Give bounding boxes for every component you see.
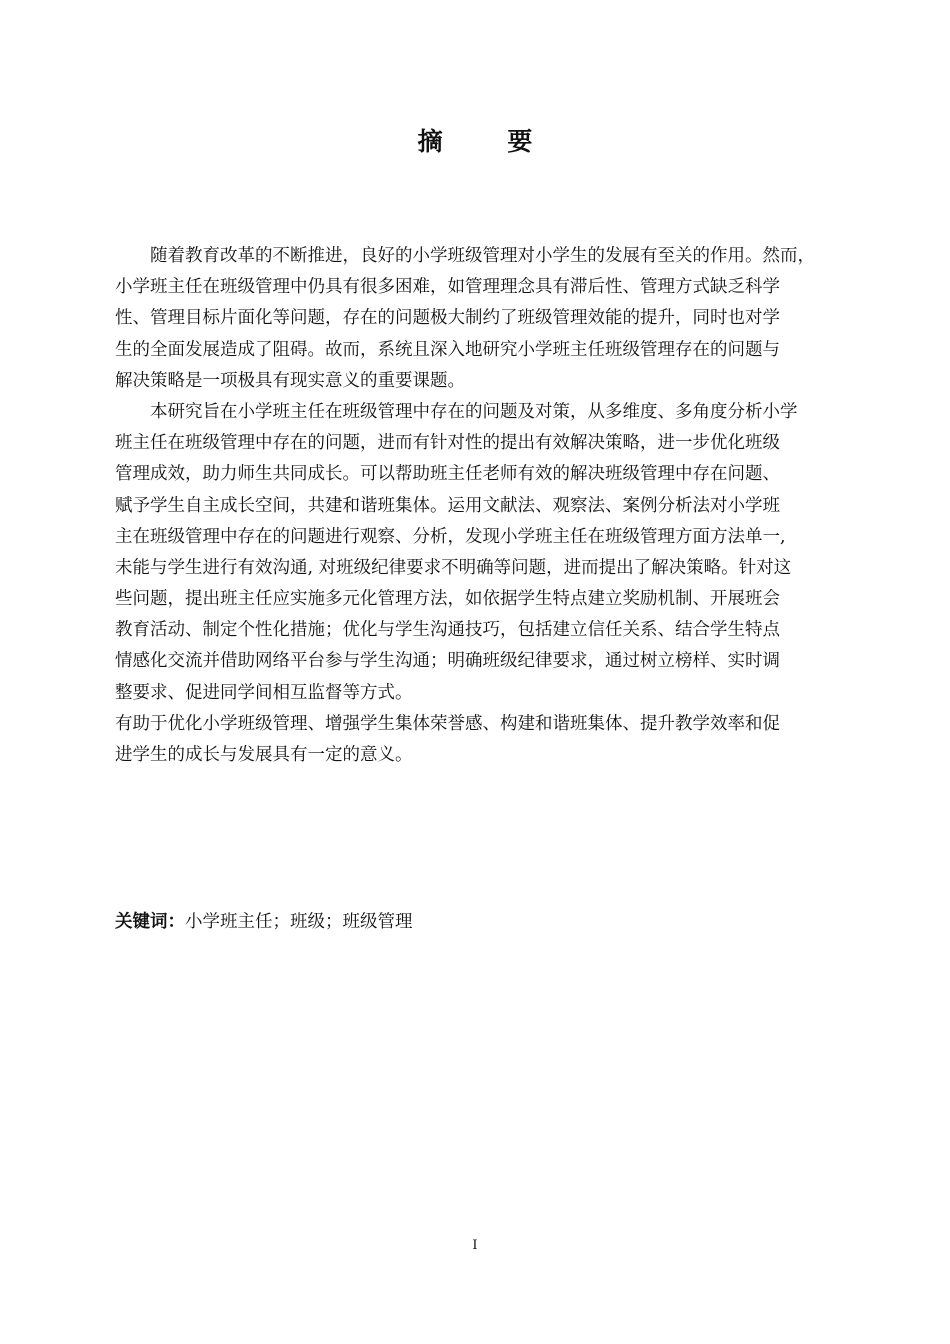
abstract-body (115, 241, 863, 771)
paragraph-line: 有助于优化小学班级管理、增强学生集体荣誉感、构建和谐班集体、提升教学效率和促 (115, 713, 780, 734)
paragraph-line: 主在班级管理中存在的问题进行观察、分析，发现小学班主任在班级管理方面方法单一, (115, 526, 786, 547)
keywords-value: 小学班主任；班级；班级管理 (185, 912, 413, 932)
page-number: I (472, 1238, 478, 1253)
paragraph-line: 进学生的成长与发展具有一定的意义。 (115, 745, 413, 765)
page-title: 摘 要 (417, 127, 561, 156)
paragraph-line: 班主任在班级管理中存在的问题，进而有针对性的提出有效解决策略，进一步优化班级 (115, 433, 780, 454)
paragraph-line: 小学班主任在班级管理中仍具有很多困难，如管理理念具有滞后性、管理方式缺乏科学 (115, 277, 780, 298)
paragraph-line: 未能与学生进行有效沟通, 对班级纪律要求不明确等问题，进而提出了解决策略。针对这 (115, 557, 792, 578)
paragraph-line: 管理成效，助力师生共同成长。可以帮助班主任老师有效的解决班级管理中存在问题、 (115, 464, 780, 485)
paragraph-line: 些问题，提出班主任应实施多元化管理方法，如依据学生特点建立奖励机制、开展班会 (115, 589, 780, 610)
paragraph-line: 性、管理目标片面化等问题，存在的问题极大制约了班级管理效能的提升，同时也对学 (115, 308, 780, 329)
paragraph-line: 赋予学生自主成长空间，共建和谐班集体。运用文献法、观察法、案例分析法对小学班 (115, 495, 780, 516)
keywords (115, 907, 413, 938)
paragraph-line: 生的全面发展造成了阻碍。故而，系统且深入地研究小学班主任班级管理存在的问题与 (115, 339, 780, 360)
paragraph-line: 整要求、促进同学间相互监督等方式。 (115, 682, 413, 703)
paragraph-line: 教育活动、制定个性化措施；优化与学生沟通技巧，包括建立信任关系、结合学生特点 (115, 620, 780, 641)
paragraph-line: 情感化交流并借助网络平台参与学生沟通；明确班级纪律要求，通过树立榜样、实时调 (115, 651, 780, 672)
keywords-label: 关键词： (115, 912, 185, 932)
paragraph-line: 随着教育改革的不断推进，良好的小学班级管理对小学生的发展有至关的作用。然而， (150, 246, 815, 266)
paragraph-line: 本研究旨在小学班主任在班级管理中存在的问题及对策，从多维度、多角度分析小学 (150, 401, 798, 422)
paragraph-line: 解决策略是一项极具有现实意义的重要课题。 (115, 370, 465, 391)
